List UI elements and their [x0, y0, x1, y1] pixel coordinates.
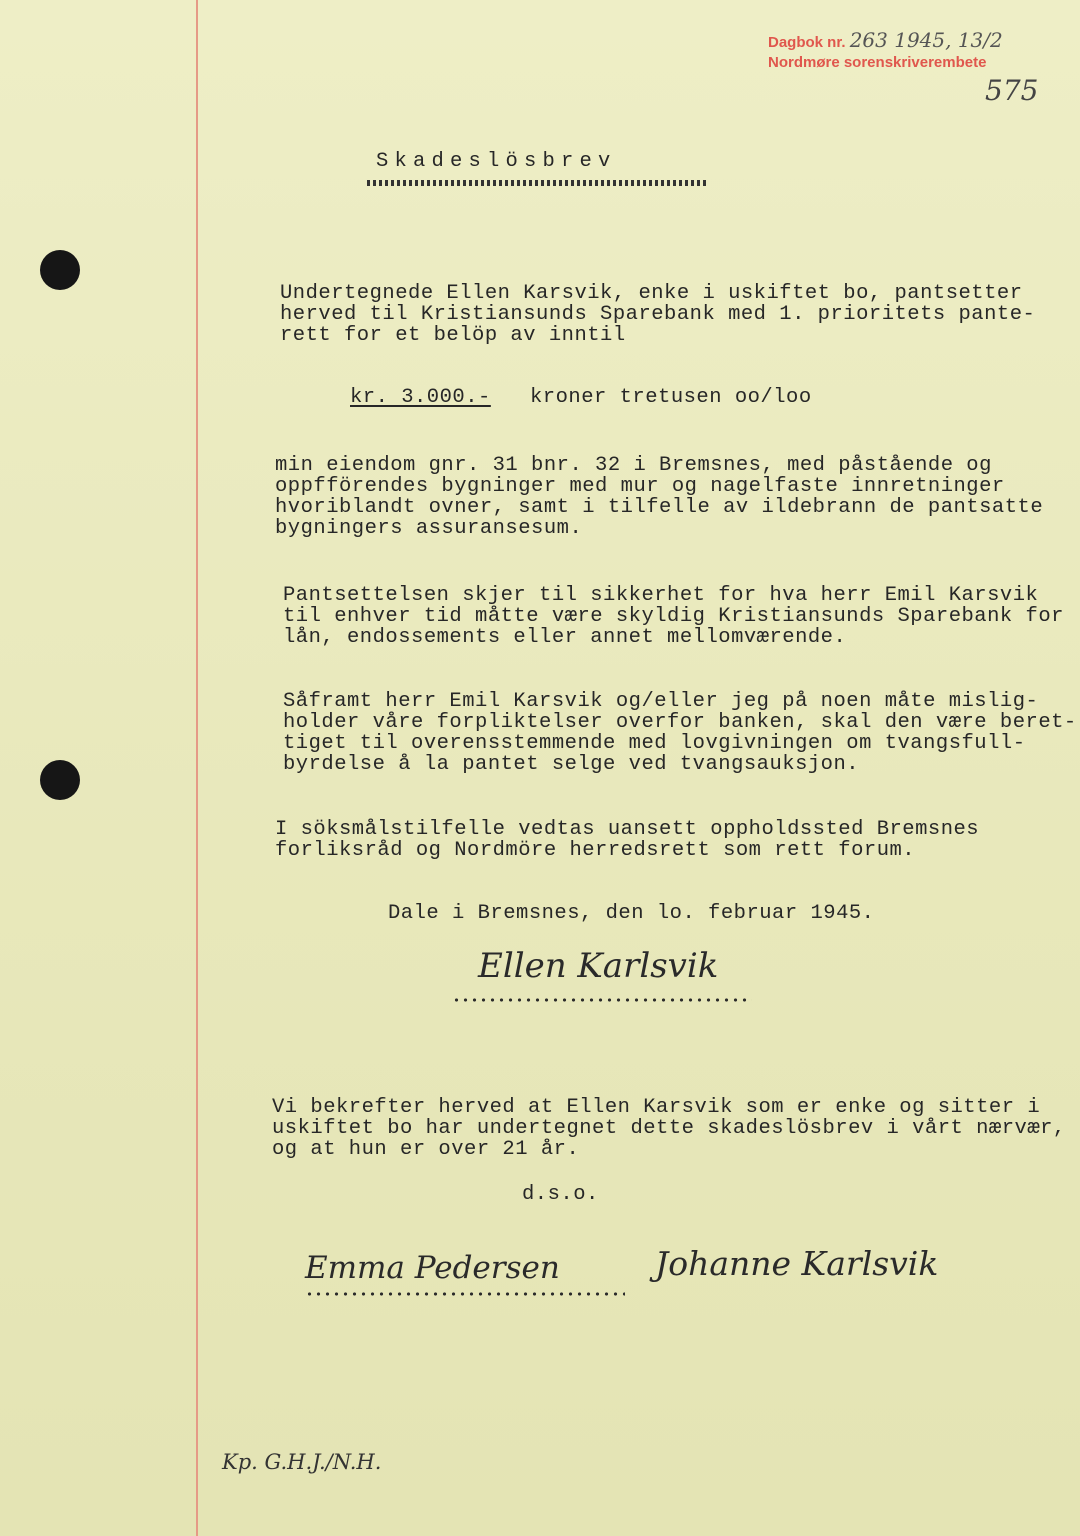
registry-stamp-line1 — [768, 28, 1003, 52]
p4-line: holder våre forpliktelser overfor banken, skal den være beret- — [283, 711, 1077, 734]
p1-line: rett for et belöp av inntil — [280, 324, 626, 347]
punch-hole — [40, 250, 80, 290]
p1-line: Undertegnede Ellen Karsvik, enke i uskiftet bo, pantsetter — [280, 282, 1023, 305]
p6-line: Vi bekrefter herved at Ellen Karsvik som er enke og sitter i — [272, 1096, 1041, 1119]
amount-figure: kr. 3.000.- — [350, 386, 491, 409]
punch-hole — [40, 760, 80, 800]
p3-line: til enhver tid måtte være skyldig Kristiansunds Sparebank for — [283, 605, 1064, 628]
margin-rule — [196, 0, 198, 1536]
amount-words: kroner tretusen oo/loo — [530, 386, 812, 409]
p2-line: oppfförendes bygninger med mur og nagelfaste innretninger — [275, 475, 1005, 498]
p2-line: min eiendom gnr. 31 bnr. 32 i Bremsnes, med påstående og — [275, 454, 992, 477]
p6-line: uskiftet bo har undertegnet dette skadeslösbrev i vårt nærvær, — [272, 1117, 1066, 1140]
p4-line: byrdelse å la pantet selge ved tvangsauksjon. — [283, 753, 860, 776]
place-date: Dale i Bremsnes, den lo. februar 1945. — [388, 902, 875, 925]
registry-stamp-line2: Nordmøre sorenskriverembete — [768, 54, 987, 71]
p3-line: Pantsettelsen skjer til sikkerhet for hva herr Emil Karsvik — [283, 584, 1039, 607]
stamp-dagbok-entry: 263 1945, 13/2 — [849, 28, 1003, 52]
signature-main: Ellen Karlsvik — [478, 946, 719, 986]
signature-witness-1: Emma Pedersen — [305, 1250, 560, 1286]
title-underline — [367, 180, 707, 186]
stamp-dagbok-label: Dagbok nr. — [768, 34, 846, 51]
signature-line — [452, 998, 752, 1002]
p6-line: og at hun er over 21 år. — [272, 1138, 580, 1161]
p2-line: bygningers assuransesum. — [275, 517, 583, 540]
p4-line: tiget til overensstemmende med lovgivningen om tvangsfull- — [283, 732, 1026, 755]
p2-line: hvoriblandt ovner, samt i tilfelle av ildebrann de pantsatte — [275, 496, 1044, 519]
p3-line: lån, endossements eller annet mellomværende. — [283, 626, 847, 649]
p5-line: forliksråd og Nordmöre herredsrett som rett forum. — [275, 839, 916, 862]
document-title: Skadeslösbrev — [376, 150, 617, 173]
p1-line: herved til Kristiansunds Sparebank med 1. prioritets pante- — [280, 303, 1036, 326]
p4-line: Såframt herr Emil Karsvik og/eller jeg på noen måte mislig- — [283, 690, 1039, 713]
folio-number: 575 — [985, 74, 1039, 107]
signature-line — [305, 1292, 625, 1296]
clerk-initials: Kp. G.H.J./N.H. — [222, 1450, 382, 1474]
dso-note: d.s.o. — [522, 1183, 599, 1206]
signature-witness-2: Johanne Karlsvik — [655, 1244, 939, 1283]
p5-line: I söksmålstilfelle vedtas uansett oppholdssted Bremsnes — [275, 818, 980, 841]
